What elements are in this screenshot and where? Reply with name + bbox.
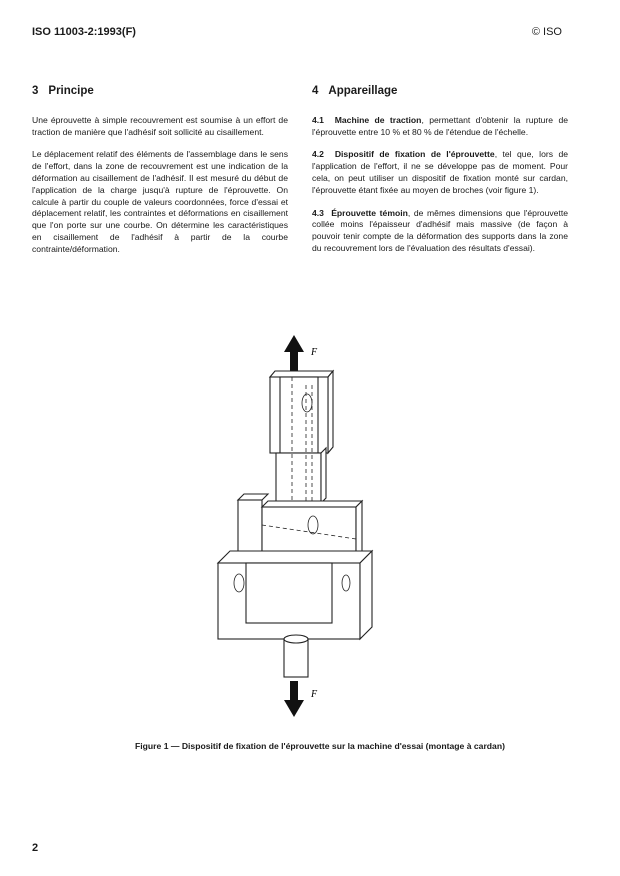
force-label-bottom: F — [311, 689, 318, 700]
figure-1-illustration — [200, 325, 400, 720]
paragraph: Une éprouvette à simple recouvrement est soumise à un effort de traction de manière que l'adhésif soit sollicité au cisaillement. — [32, 114, 288, 137]
section-principe — [32, 86, 288, 267]
copyright-mark: © ISO — [531, 26, 562, 38]
force-arrow-top — [284, 335, 304, 373]
paragraph-4-1: 4.1 Machine de traction, permettant d'obtenir la rupture de l'éprouvette entre 10 % et 80 % de l'étendue de l'échelle. — [312, 114, 568, 137]
paragraph-4-2: 4.2 Dispositif de fixation de l'éprouvette, tel que, lors de l'application de l'effort, il ne se développe pas de moment. Pour cela, on peut utiliser un dispositif de fixation monté sur cardan, l'éprouvette étant fixée au moyen de broches (voir figure 1). — [312, 149, 569, 195]
section-heading: 3 Principe — [32, 85, 94, 97]
force-label-top: F — [311, 347, 318, 358]
upper-grip — [270, 371, 333, 453]
section-appareillage — [312, 86, 568, 266]
lower-rod — [284, 635, 308, 677]
force-arrow-bottom — [284, 681, 304, 717]
lower-frame — [218, 494, 372, 639]
document-code: ISO 11003-2:1993(F) — [32, 26, 136, 38]
figure-caption: Figure 1 — Dispositif de fixation de l'éprouvette sur la machine d'essai (montage à cardan) — [135, 741, 505, 751]
paragraph: Le déplacement relatif des éléments de l'assemblage dans le sens de l'effort, dans la zone de recouvrement est une indication de la déformation au cisaillement de l'adhésif. Il est mesuré du début de l'application de la charge jusqu'à rupture de l'éprouvette. On calcule à partir du couple de valeurs coordonnées, force d'essai et déplacement relatif, les contraintes et déformations en cisaillement que l'on porte sur une courbe. On détermine les caractéristiques en cisaillement de l'adhésif à partir de la courbe contrainte/déformation. — [32, 149, 288, 254]
paragraph-4-3: 4.3 Éprouvette témoin, de mêmes dimensions que l'éprouvette collée moins l'épaisseur d'adhésif mais massive (de façon à pouvoir tenir compte de la déformation des supports dans la zone du recouvrement lors de l'évaluation des résultats d'essai). — [312, 207, 568, 253]
page-number: 2 — [32, 842, 39, 854]
section-heading: 4 Appareillage — [312, 85, 398, 97]
